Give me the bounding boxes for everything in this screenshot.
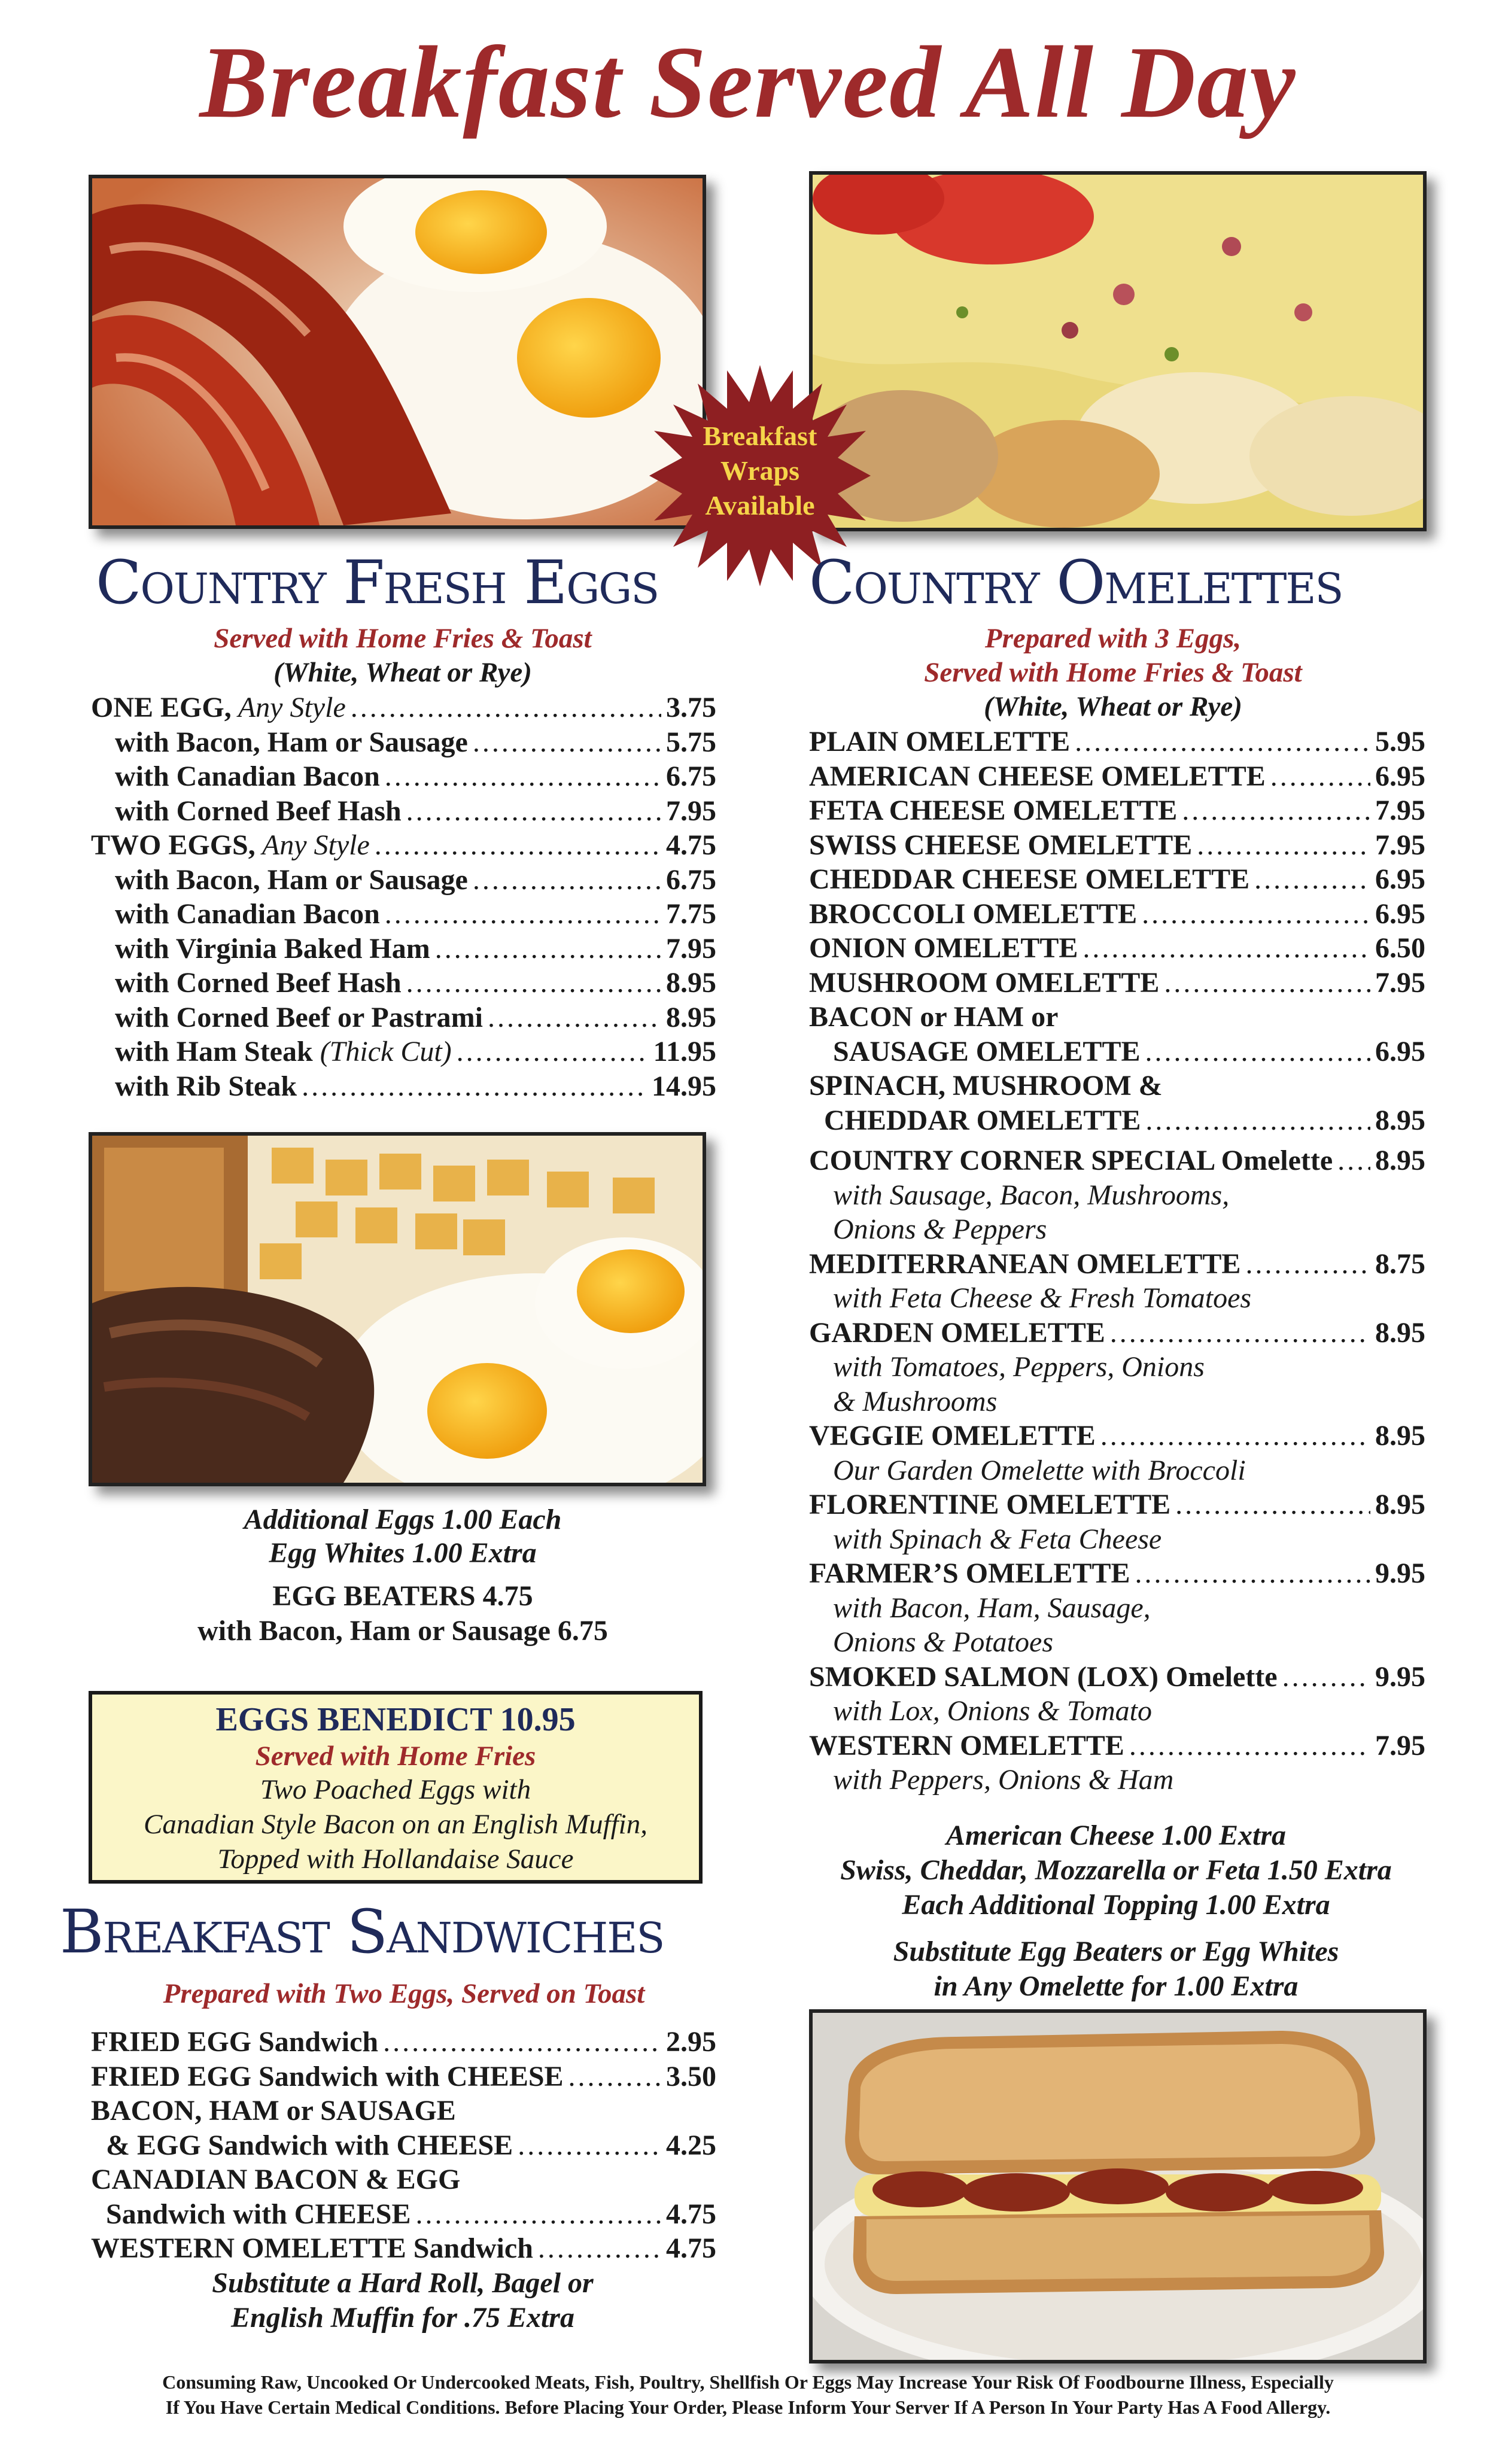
benedict-desc-line: Two Poached Eggs with: [260, 1774, 531, 1805]
item-name: with Corned Beef Hash: [115, 795, 402, 827]
item-name: FETA CHEESE OMELETTE: [809, 795, 1178, 826]
menu-item: [809, 829, 1425, 863]
omelette-extra-note: Each Additional Topping 1.00 Extra: [902, 1889, 1330, 1921]
item-price: 7.95: [1375, 966, 1425, 999]
item-name: SPINACH, MUSHROOM &: [809, 1070, 1163, 1102]
egg-whites-note: Egg Whites 1.00 Extra: [269, 1537, 537, 1569]
item-name: with Bacon, Ham or Sausage: [115, 726, 468, 758]
menu-item: [91, 829, 716, 863]
omelettes-subtitle: Prepared with 3 Eggs,: [984, 623, 1242, 654]
eggs-subtitle: Served with Home Fries & Toast: [214, 623, 592, 654]
item-name: ONE EGG,: [91, 692, 232, 723]
sandwich-substitute-note: English Muffin for .75 Extra: [231, 2302, 574, 2334]
item-price: 11.95: [653, 1036, 716, 1067]
egg-beaters-meat-note: with Bacon, Ham or Sausage 6.75: [197, 1615, 608, 1647]
item-price: 7.95: [1375, 795, 1425, 826]
item-price: 5.75: [666, 726, 716, 758]
item-name: with Rib Steak: [115, 1070, 297, 1102]
item-name: WESTERN OMELETTE: [809, 1729, 1124, 1762]
menu-item: [809, 1316, 1425, 1351]
item-price: 6.95: [1375, 898, 1425, 930]
item-name: FRIED EGG Sandwich: [91, 2026, 379, 2058]
menu-item: [91, 2025, 716, 2060]
menu-item: [91, 966, 716, 1001]
menu-item: [809, 898, 1425, 932]
item-description: with Lox, Onions & Tomato: [833, 1695, 1152, 1727]
item-price: 3.50: [666, 2060, 716, 2092]
item-name: ONION OMELETTE: [809, 932, 1078, 964]
item-price: 7.95: [1375, 829, 1425, 861]
item-name: FRIED EGG Sandwich with CHEESE: [91, 2060, 564, 2092]
item-price: 7.95: [1375, 1729, 1425, 1762]
item-price: 8.95: [1375, 1145, 1425, 1176]
menu-item: [809, 1000, 1425, 1035]
menu-item: [809, 1035, 1425, 1070]
item-price: 8.95: [666, 967, 716, 999]
item-name: CHEDDAR OMELETTE: [824, 1104, 1141, 1136]
food-safety-disclaimer: [36, 2369, 1460, 2420]
item-name: BACON, HAM or SAUSAGE: [91, 2095, 456, 2127]
omelette-extra-note: American Cheese 1.00 Extra: [945, 1820, 1286, 1851]
disclaimer-line: Consuming Raw, Uncooked Or Undercooked Meats, Fish, Poultry, Shellfish Or Eggs May Increase Your Risk Of Foodbourne Illness, Especially: [162, 2371, 1334, 2393]
item-price: 8.95: [1375, 1316, 1425, 1349]
benedict-desc-line: Canadian Style Bacon on an English Muffin,: [143, 1809, 647, 1840]
eggs-benedict-box: [89, 1691, 703, 1884]
omelette-photo: [809, 171, 1427, 531]
sandwich-substitute-note: Substitute a Hard Roll, Bagel or: [212, 2267, 594, 2299]
item-name: with Ham Steak: [115, 1036, 320, 1067]
steak-eggs-photo: [89, 1132, 706, 1486]
menu-item: [809, 1069, 1425, 1104]
item-name: GARDEN OMELETTE: [809, 1316, 1105, 1349]
item-price: 6.95: [1375, 1035, 1425, 1067]
menu-item: [809, 1557, 1425, 1592]
item-price: 8.95: [666, 1001, 716, 1033]
item-name: SAUSAGE OMELETTE: [833, 1035, 1141, 1067]
menu-item: [91, 1001, 716, 1036]
item-price: 4.75: [666, 829, 716, 861]
eggs-bread-choice: (White, Wheat or Rye): [273, 657, 532, 688]
item-price: 6.75: [666, 761, 716, 792]
item-price: 9.95: [1375, 1660, 1425, 1693]
item-price: 6.50: [1375, 932, 1425, 964]
benedict-desc-line: Topped with Hollandaise Sauce: [217, 1844, 574, 1875]
item-name: with Corned Beef Hash: [115, 967, 402, 999]
item-description: Onions & Peppers: [833, 1213, 1047, 1245]
eggs-list: [91, 691, 716, 1104]
menu-item: [91, 2198, 716, 2232]
menu-item: [91, 2163, 716, 2198]
menu-item: [91, 1035, 716, 1070]
menu-item: [91, 932, 716, 967]
item-description: & Mushrooms: [833, 1385, 998, 1417]
egg-beaters-note: EGG BEATERS 4.75: [272, 1580, 533, 1612]
item-price: 9.95: [1375, 1558, 1425, 1589]
item-description: with Feta Cheese & Fresh Tomatoes: [833, 1282, 1252, 1314]
bacon-eggs-photo: [89, 175, 706, 529]
menu-item: [91, 898, 716, 932]
menu-item: [809, 1660, 1425, 1695]
item-description: with Peppers, Onions & Ham: [833, 1764, 1174, 1796]
item-name: BACON or HAM or: [809, 1001, 1059, 1033]
menu-item: [809, 966, 1425, 1001]
benedict-title: EGGS BENEDICT 10.95: [215, 1701, 576, 1738]
item-name: MEDITERRANEAN OMELETTE: [809, 1248, 1241, 1280]
item-name: WESTERN OMELETTE Sandwich: [91, 2232, 533, 2264]
menu-item: [91, 2232, 716, 2267]
item-price: 8.75: [1375, 1248, 1425, 1280]
menu-item: [809, 725, 1425, 760]
omelette-extra-note: Swiss, Cheddar, Mozzarella or Feta 1.50 Extra: [840, 1854, 1392, 1886]
menu-item: [91, 2129, 716, 2164]
menu-item: [809, 1248, 1425, 1282]
menu-item: [91, 760, 716, 795]
item-name: with Bacon, Ham or Sausage: [115, 863, 468, 896]
item-price: 7.95: [666, 932, 716, 965]
disclaimer-line: If You Have Certain Medical Conditions. Before Placing Your Order, Please Inform Your Server If A Person In Your Party Has A Food Allergy.: [165, 2396, 1331, 2418]
item-price: 7.75: [666, 898, 716, 930]
item-name: AMERICAN CHEESE OMELETTE: [809, 760, 1266, 792]
item-price: 5.95: [1375, 726, 1425, 758]
item-name: FLORENTINE OMELETTE: [809, 1489, 1171, 1520]
omelettes-bread-choice: (White, Wheat or Rye): [984, 691, 1242, 722]
menu-item: [91, 863, 716, 898]
menu-item: [91, 691, 716, 726]
omelette-substitute-note: Substitute Egg Beaters or Egg Whites: [893, 1936, 1339, 1967]
badge-line: Wraps: [720, 455, 800, 486]
item-name: with Corned Beef or Pastrami: [115, 1001, 483, 1033]
sandwiches-heading: Breakfast Sandwiches: [60, 1897, 664, 1967]
menu-item: [809, 1729, 1425, 1764]
item-name: BROCCOLI OMELETTE: [809, 898, 1138, 930]
badge-line: Breakfast: [703, 421, 817, 451]
menu-item: [809, 794, 1425, 829]
item-style: (Thick Cut): [320, 1036, 452, 1067]
item-name: FARMER’S OMELETTE: [809, 1558, 1130, 1589]
item-style: Any Style: [231, 692, 346, 723]
wraps-badge-text: [649, 419, 871, 523]
item-name: COUNTRY CORNER SPECIAL Omelette: [809, 1145, 1333, 1176]
menu-item: [809, 932, 1425, 966]
item-name: CANADIAN BACON & EGG: [91, 2164, 461, 2195]
page-title: Breakfast Served All Day: [199, 26, 1297, 139]
sandwiches-subtitle: Prepared with Two Eggs, Served on Toast: [163, 1978, 645, 2009]
menu-item: [91, 1070, 716, 1105]
menu-item: [809, 1144, 1425, 1179]
item-description: Onions & Potatoes: [833, 1626, 1053, 1658]
item-price: 8.95: [1375, 1420, 1425, 1452]
menu-item: [809, 1104, 1425, 1139]
item-name: PLAIN OMELETTE: [809, 726, 1071, 758]
item-name: MUSHROOM OMELETTE: [809, 966, 1160, 999]
item-description: with Tomatoes, Peppers, Onions: [833, 1351, 1205, 1383]
menu-item: [91, 2094, 716, 2129]
item-price: 4.75: [666, 2198, 716, 2230]
item-name: & EGG Sandwich with CHEESE: [106, 2129, 513, 2161]
menu-item: [809, 1419, 1425, 1454]
benedict-subtitle: Served with Home Fries: [255, 1741, 536, 1772]
item-price: 2.95: [666, 2026, 716, 2058]
item-price: 4.75: [666, 2232, 716, 2264]
item-name: with Canadian Bacon: [115, 898, 380, 930]
omelettes-heading: Country Omelettes: [809, 547, 1343, 617]
sandwich-photo: [809, 2009, 1427, 2363]
item-price: 6.95: [1375, 863, 1425, 895]
omelette-substitute-note: in Any Omelette for 1.00 Extra: [934, 1970, 1299, 2002]
item-name: with Virginia Baked Ham: [115, 932, 430, 965]
eggs-heading: Country Fresh Eggs: [96, 547, 659, 617]
item-name: SWISS CHEESE OMELETTE: [809, 829, 1193, 861]
omelettes-list: [809, 725, 1425, 1798]
item-description: with Bacon, Ham, Sausage,: [833, 1592, 1151, 1624]
sandwiches-list: [91, 2025, 716, 2267]
additional-eggs-note: Additional Eggs 1.00 Each: [244, 1504, 562, 1535]
menu-item: [809, 1488, 1425, 1523]
item-name: VEGGIE OMELETTE: [809, 1420, 1096, 1452]
menu-item: [91, 2060, 716, 2095]
item-price: 6.95: [1375, 760, 1425, 792]
menu-item: [809, 760, 1425, 795]
item-name: TWO EGGS,: [91, 829, 256, 861]
item-price: 14.95: [652, 1070, 716, 1102]
item-price: 4.25: [666, 2129, 716, 2161]
item-name: CHEDDAR CHEESE OMELETTE: [809, 863, 1250, 895]
item-price: 8.95: [1375, 1489, 1425, 1520]
item-description: with Sausage, Bacon, Mushrooms,: [833, 1179, 1230, 1211]
item-price: 8.95: [1375, 1104, 1425, 1136]
item-style: Any Style: [255, 829, 370, 861]
item-description: Our Garden Omelette with Broccoli: [833, 1454, 1246, 1486]
menu-item: [91, 795, 716, 829]
item-price: 7.95: [666, 795, 716, 827]
omelettes-subtitle: Served with Home Fries & Toast: [924, 657, 1302, 688]
badge-line: Available: [705, 490, 815, 521]
item-price: 3.75: [666, 692, 716, 723]
item-name: SMOKED SALMON (LOX) Omelette: [809, 1660, 1278, 1693]
menu-item: [91, 726, 716, 761]
item-name: Sandwich with CHEESE: [106, 2198, 411, 2230]
item-description: with Spinach & Feta Cheese: [833, 1523, 1162, 1555]
menu-item: [809, 863, 1425, 898]
item-name: with Canadian Bacon: [115, 761, 380, 792]
item-price: 6.75: [666, 863, 716, 896]
